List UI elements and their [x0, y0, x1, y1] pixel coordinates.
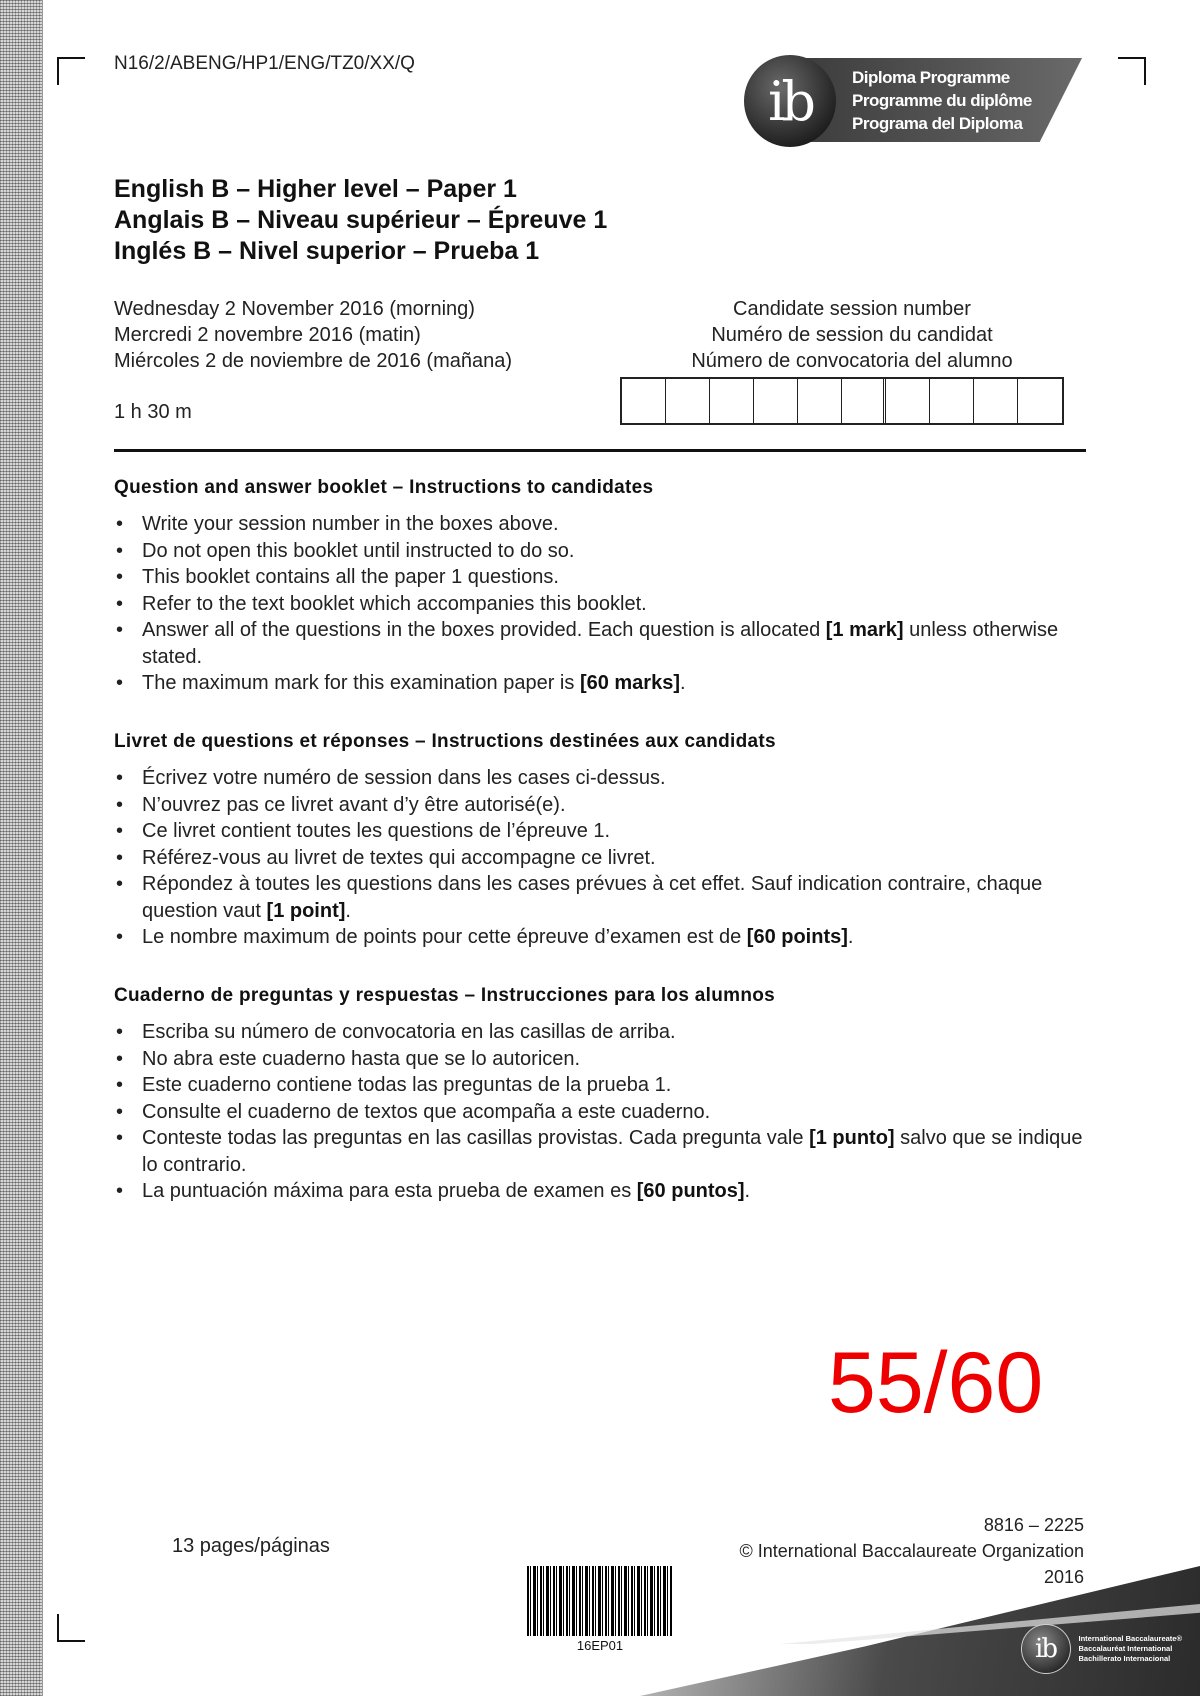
instruction-item	[114, 1099, 1094, 1126]
session-number-box[interactable]	[710, 379, 754, 423]
ib-footer-mark-icon: ib	[1021, 1624, 1071, 1674]
logo-line: Programa del Diploma	[852, 114, 1023, 133]
session-number-box[interactable]	[1018, 379, 1062, 423]
instruction-item	[114, 765, 1094, 792]
crop-mark-bottom-left	[57, 1614, 85, 1642]
instruction-text: .	[345, 899, 351, 922]
instruction-list	[114, 765, 1094, 951]
exam-code: N16/2/ABENG/HP1/ENG/TZ0/XX/Q	[114, 53, 415, 74]
instruction-list	[114, 1019, 1094, 1205]
instruction-text: Consulte el cuaderno de textos que acompaña a este cuaderno.	[142, 1100, 711, 1123]
csn-label-english: Candidate session number	[733, 298, 971, 320]
footer-logo-line: Bachillerato Internacional	[1078, 1654, 1171, 1663]
ib-diploma-logo	[744, 55, 1088, 151]
instruction-text: unless otherwise stated.	[142, 619, 1059, 668]
instruction-text: Escriba su número de convocatoria en las casillas de arriba.	[142, 1021, 676, 1043]
instruction-text: Le nombre maximum de points pour cette épreuve d’examen est de	[142, 926, 747, 948]
instruction-item	[114, 564, 1094, 591]
instruction-text: .	[847, 926, 854, 948]
instruction-text: Conteste todas las preguntas en las casillas provistas. Cada pregunta vale	[142, 1127, 810, 1149]
instruction-list	[114, 511, 1094, 697]
instruction-item	[114, 511, 1094, 538]
instruction-item	[114, 1178, 1094, 1205]
exam-duration: 1 h 30 m	[114, 401, 192, 423]
instruction-text: Répondez à toutes les questions dans les cases prévues à cet effet. Sauf indication contraire, chaque question vaut	[142, 873, 1043, 922]
crop-mark-top-left	[57, 57, 85, 85]
csn-label-spanish: Número de convocatoria del alumno	[691, 350, 1013, 372]
instructions-heading: Question and answer booklet – Instructions to candidates	[114, 477, 654, 498]
instruction-text: This booklet contains all the paper 1 questions.	[142, 566, 559, 588]
instruction-item	[114, 591, 1094, 618]
date-spanish: Miércoles 2 de noviembre de 2016 (mañana)	[114, 350, 512, 372]
reference-number: 8816 – 2225	[983, 1515, 1084, 1535]
candidate-session-number-boxes[interactable]	[620, 377, 1064, 425]
instructions-heading: Livret de questions et réponses – Instructions destinées aux candidats	[114, 731, 776, 752]
candidate-session-label	[620, 296, 1084, 374]
ib-logo-mark-icon: ib	[744, 55, 836, 147]
session-number-box[interactable]	[930, 379, 974, 423]
title-french: Anglais B – Niveau supérieur – Épreuve 1	[114, 206, 608, 234]
instruction-text: Answer all of the questions in the boxes provided. Each question is allocated	[142, 619, 826, 641]
instructions-spanish	[114, 985, 1094, 1205]
instruction-text: No abra este cuaderno hasta que se lo autoricen.	[142, 1047, 581, 1070]
instruction-item	[114, 818, 1094, 845]
mark-allocation: [1 point]	[266, 899, 346, 922]
instruction-text: salvo que se indique lo contrario.	[142, 1127, 1083, 1176]
instruction-text: Refer to the text booklet which accompanies this booklet.	[142, 592, 647, 615]
session-number-box[interactable]	[842, 379, 886, 423]
mark-allocation: [1 mark]	[825, 619, 904, 641]
paper-titles	[114, 174, 607, 267]
instruction-text: N’ouvrez pas ce livret avant d’y être autorisé(e).	[142, 793, 566, 816]
date-french: Mercredi 2 novembre 2016 (matin)	[114, 324, 421, 346]
date-english: Wednesday 2 November 2016 (morning)	[114, 298, 475, 320]
handwritten-score: 55/60	[828, 1335, 1044, 1431]
instruction-item	[114, 871, 1094, 924]
instructions-heading: Cuaderno de preguntas y respuestas – Instrucciones para los alumnos	[114, 985, 776, 1006]
instruction-item	[114, 1072, 1094, 1099]
instruction-item	[114, 1019, 1094, 1046]
instruction-text: .	[744, 1180, 751, 1202]
session-number-box[interactable]	[754, 379, 798, 423]
instruction-text: Écrivez votre numéro de session dans les cases ci-dessus.	[142, 767, 666, 789]
logo-line: Programme du diplôme	[852, 91, 1032, 110]
instruction-text: La puntuación máxima para esta prueba de examen es	[142, 1180, 637, 1202]
session-number-box[interactable]	[886, 379, 930, 423]
session-number-box[interactable]	[666, 379, 710, 423]
instruction-text: .	[680, 672, 686, 694]
session-number-box[interactable]	[622, 379, 666, 423]
instruction-text: Write your session number in the boxes above.	[142, 513, 559, 535]
footer-logo-line: International Baccalaureate®	[1078, 1634, 1182, 1643]
instruction-item	[114, 1046, 1094, 1073]
instructions-french	[114, 731, 1094, 951]
binding-spine	[0, 0, 43, 1696]
instruction-text: Ce livret contient toutes les questions de l’épreuve 1.	[142, 820, 611, 842]
title-spanish: Inglés B – Nivel superior – Prueba 1	[114, 237, 540, 265]
mark-allocation: [60 puntos]	[636, 1180, 745, 1202]
csn-label-french: Numéro de session du candidat	[711, 324, 993, 346]
header-divider	[114, 449, 1086, 452]
footer-logo-text	[1079, 1634, 1182, 1664]
exam-dates	[114, 296, 512, 374]
title-english: English B – Higher level – Paper 1	[114, 175, 517, 203]
mark-allocation: [60 marks]	[579, 672, 680, 694]
instruction-item	[114, 845, 1094, 872]
instructions-english	[114, 477, 1094, 697]
instruction-text: Este cuaderno contiene todas las preguntas de la prueba 1.	[142, 1074, 672, 1096]
logo-line: Diploma Programme	[852, 68, 1010, 87]
instruction-item	[114, 1125, 1094, 1178]
instruction-text: Do not open this booklet until instructed to do so.	[142, 539, 575, 562]
footer-graphic	[600, 1566, 1200, 1696]
instruction-text: The maximum mark for this examination paper is	[142, 672, 580, 694]
logo-text	[852, 66, 1032, 135]
session-number-box[interactable]	[798, 379, 842, 423]
instruction-item	[114, 538, 1094, 565]
mark-allocation: [60 points]	[746, 926, 848, 948]
instruction-item	[114, 924, 1094, 951]
instruction-item	[114, 792, 1094, 819]
ib-organization-logo	[1021, 1624, 1182, 1674]
session-number-box[interactable]	[974, 379, 1018, 423]
instruction-item	[114, 670, 1094, 697]
footer-logo-line: Baccalauréat International	[1078, 1644, 1173, 1653]
mark-allocation: [1 punto]	[809, 1127, 895, 1149]
instruction-item	[114, 617, 1094, 670]
instruction-text: Référez-vous au livret de textes qui accompagne ce livret.	[142, 846, 656, 869]
copyright-notice: © International Baccalaureate Organization 2016	[739, 1541, 1084, 1587]
crop-mark-top-right	[1118, 57, 1146, 85]
page-count: 13 pages/páginas	[172, 1535, 330, 1557]
barcode-label: 16EP01	[576, 1638, 624, 1653]
